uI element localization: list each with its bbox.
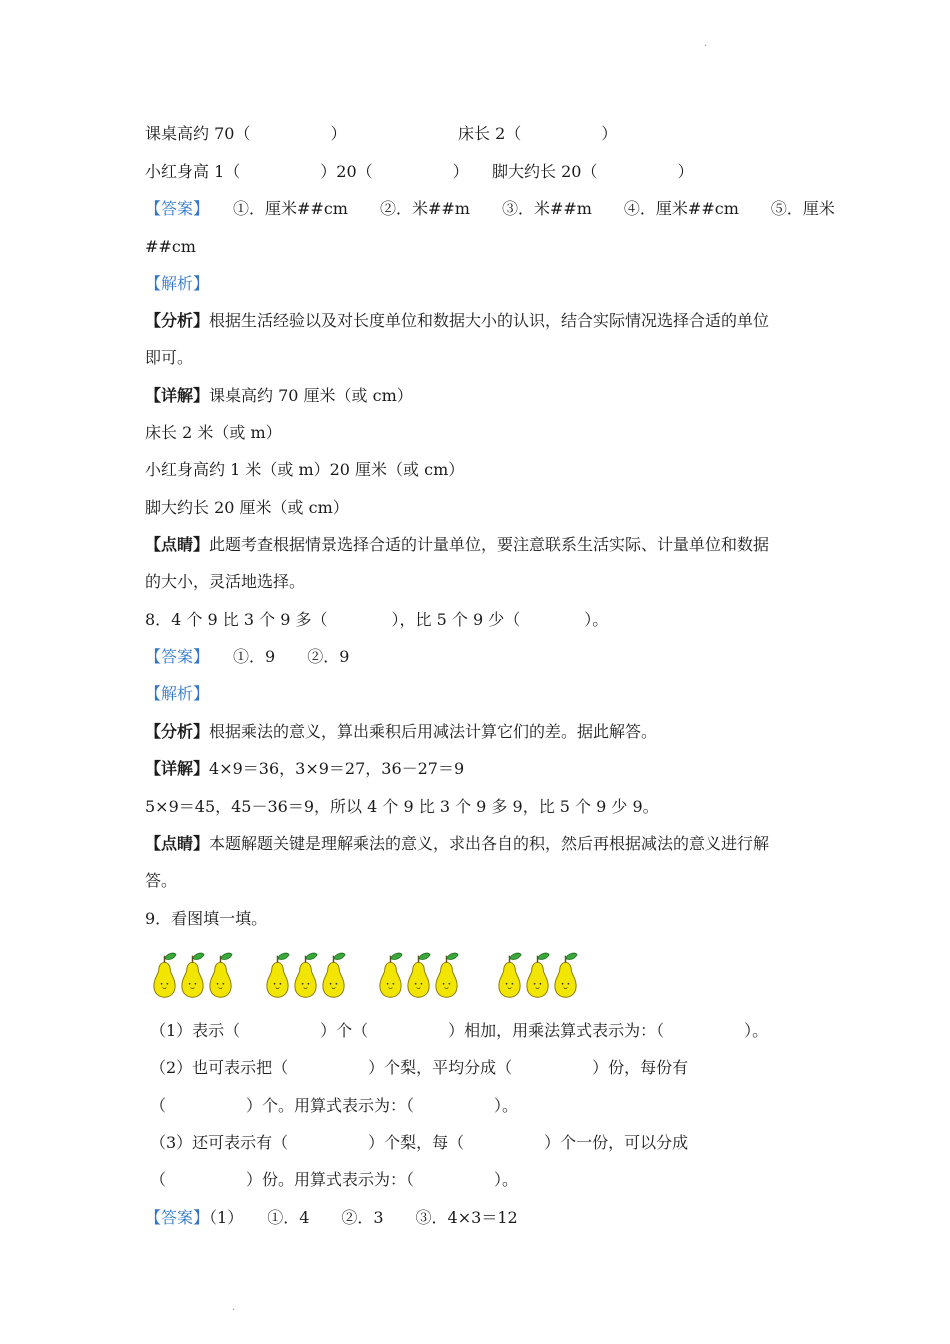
page-dot-top: . — [704, 38, 708, 49]
answer-8-text: ①．9 ②．9 — [201, 647, 350, 666]
detail-height: 小红身高约 1 米（或 m）20 厘米（或 cm） — [145, 460, 465, 479]
xiangjie-7 — [145, 386, 413, 406]
detail-bed: 床长 2 米（或 m） — [145, 423, 282, 442]
fenxi-7-cont: 即可。 — [145, 348, 194, 367]
question-9-part2: （2）也可表示把（ ）个梨，平均分成（ ）份，每份有 — [150, 1058, 689, 1077]
pear-group-3 — [376, 950, 460, 1000]
pear-image — [523, 950, 552, 1000]
q7-line1-left: 课桌高约 70（ ） — [145, 124, 347, 143]
fenxi-7-text: 根据生活经验以及对长度单位和数据大小的认识，结合实际情况选择合适的单位 — [209, 311, 770, 330]
pear-image — [206, 950, 235, 1000]
fenxi-7 — [145, 311, 769, 331]
xiangjie-8-text: 4×9＝36，3×9＝27，36－27＝9 — [209, 759, 465, 778]
question-8: 8．4 个 9 比 3 个 9 多（ ），比 5 个 9 少（ ）。 — [145, 610, 609, 629]
dianjing-7 — [145, 535, 769, 555]
pear-group-2 — [263, 950, 347, 1000]
dianjing-tag: 【点睛】 — [145, 535, 210, 554]
fenxi-tag: 【分析】 — [145, 722, 210, 741]
question-9: 9．看图填一填。 — [145, 909, 268, 928]
dianjing-7-text: 此题考查根据情景选择合适的计量单位，要注意联系生活实际、计量单位和数据 — [209, 535, 770, 554]
analysis-tag-8: 【解析】 — [145, 684, 210, 703]
pear-image — [263, 950, 292, 1000]
analysis-tag-7: 【解析】 — [145, 274, 210, 293]
pear-image — [404, 950, 433, 1000]
pear-image — [150, 950, 179, 1000]
dianjing-8-text: 本题解题关键是理解乘法的意义，求出各自的积，然后再根据减法的意义进行解 — [209, 834, 770, 853]
answer-tag: 【答案】 — [145, 199, 202, 218]
answer-7-text: ①．厘米##cm ②．米##m ③．米##m ④．厘米##cm ⑤．厘米 — [201, 199, 835, 218]
answer-9-text: （1） ①．4 ②．3 ③．4×3＝12 — [209, 1208, 518, 1227]
fenxi-8 — [145, 722, 657, 742]
question-9-part1: （1）表示（ ）个（ ）相加，用乘法算式表示为：（ ）。 — [150, 1021, 769, 1040]
xiangjie-tag: 【详解】 — [145, 386, 210, 405]
pear-image — [432, 950, 461, 1000]
answer-tag: 【答案】 — [145, 647, 202, 666]
detail-8: 5×9＝45，45－36＝9，所以 4 个 9 比 3 个 9 多 9，比 5 个 9 少 9。 — [145, 797, 659, 816]
pear-image — [291, 950, 320, 1000]
answer-7-cont: ##cm — [145, 237, 196, 256]
pear-image — [495, 950, 524, 1000]
q7-line2-left: 小红身高 1（ ）20（ ） — [145, 162, 469, 181]
page-dot-bottom: . — [232, 1302, 236, 1313]
xiangjie-8 — [145, 759, 464, 779]
q7-line1-right: 床长 2（ ） — [458, 124, 618, 143]
answer-8 — [145, 647, 349, 667]
answer-tag: 【答案】 — [145, 1208, 210, 1227]
pear-image — [551, 950, 580, 1000]
question-9-part3-cont: （ ）份。用算式表示为：（ ）。 — [150, 1170, 519, 1189]
fenxi-8-text: 根据乘法的意义，算出乘积后用减法计算它们的差。据此解答。 — [209, 722, 658, 741]
dianjing-7-cont: 的大小，灵活地选择。 — [145, 572, 306, 591]
q7-line2-right: 脚大约长 20（ ） — [492, 162, 694, 181]
dianjing-8 — [145, 834, 769, 854]
pear-image — [319, 950, 348, 1000]
dianjing-8-cont: 答。 — [145, 871, 178, 890]
xiangjie-7-text: 课桌高约 70 厘米（或 cm） — [209, 386, 413, 405]
pear-image — [178, 950, 207, 1000]
answer-9 — [145, 1208, 518, 1228]
pear-image — [376, 950, 405, 1000]
question-9-part3: （3）还可表示有（ ）个梨，每（ ）个一份，可以分成 — [150, 1133, 689, 1152]
xiangjie-tag: 【详解】 — [145, 759, 210, 778]
question-9-part2-cont: （ ）个。用算式表示为：（ ）。 — [150, 1096, 519, 1115]
detail-foot: 脚大约长 20 厘米（或 cm） — [145, 498, 349, 517]
pear-group-1 — [150, 950, 234, 1000]
pear-group-4 — [495, 950, 579, 1000]
fenxi-tag: 【分析】 — [145, 311, 210, 330]
answer-7 — [145, 199, 835, 219]
dianjing-tag: 【点睛】 — [145, 834, 210, 853]
